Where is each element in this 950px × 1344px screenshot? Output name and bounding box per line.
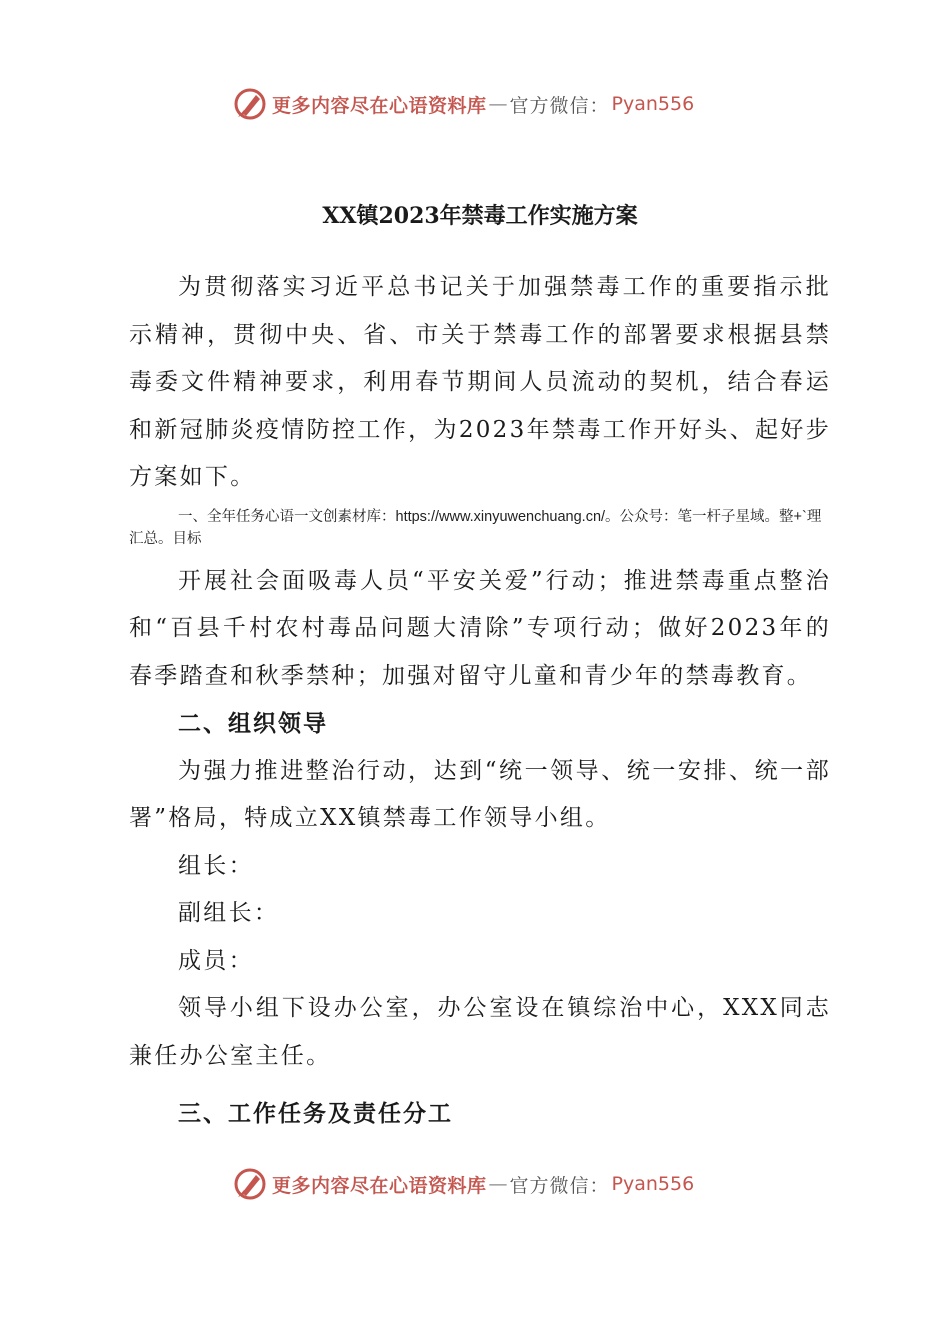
watermark-site-text: 更多内容尽在心语资料库	[272, 1174, 487, 1197]
section2-paragraph: 为强力推进整治行动，达到“统一领导、统一安排、统一部署”格局，特成立XX镇禁毒工作领导小组。	[129, 757, 831, 831]
watermark-dash: —	[488, 1173, 508, 1195]
document-title: XX镇2023年禁毒工作实施方案	[322, 203, 638, 229]
watermark-wechat-id: Pyan556	[611, 93, 695, 115]
watermark-site-text: 更多内容尽在心语资料库	[272, 94, 487, 117]
watermark-dash: —	[488, 93, 508, 115]
pen-nib-logo-icon	[232, 86, 268, 122]
pen-nib-logo-icon	[232, 1166, 268, 1202]
footer-watermark	[232, 1164, 694, 1204]
header-watermark	[232, 84, 694, 124]
members-line: 成员：	[178, 947, 254, 974]
section3-heading: 三、工作任务及责任分工	[178, 1100, 453, 1127]
watermark-wechat-id: Pyan556	[611, 1173, 695, 1195]
leader-line: 组长：	[178, 852, 254, 879]
document-body	[129, 196, 831, 1138]
office-paragraph: 领导小组下设办公室，办公室设在镇综治中心，XXX同志兼任办公室主任。	[129, 995, 831, 1069]
watermark-wechat-label: 官方微信：	[509, 94, 610, 117]
watermark-wechat-label: 官方微信：	[509, 1174, 610, 1197]
section1-heading-note: 一、全年任务心语一文创素材库：https://www.xinyuwenchuang.cn/。公众号：笔一杆子星域。整+`理汇总。目标	[129, 508, 822, 547]
vice-leader-line: 副组长：	[178, 900, 280, 926]
task-paragraph: 开展社会面吸毒人员“平安关爱”行动；推进禁毒重点整治和“百县千村农村毒品问题大清除”专项行动；做好2023年的春季踏查和秋季禁种；加强对留守儿童和青少年的禁毒教育。	[129, 567, 831, 689]
section2-heading: 二、组织领导	[178, 710, 328, 737]
intro-paragraph: 为贯彻落实习近平总书记关于加强禁毒工作的重要指示批示精神，贯彻中央、省、市关于禁毒工作的部署要求根据县禁毒委文件精神要求，利用春节期间人员流动的契机，结合春运和新冠肺炎疫情防控工作，为2023年禁毒工作开好头、起好步方案如下。	[129, 274, 831, 490]
